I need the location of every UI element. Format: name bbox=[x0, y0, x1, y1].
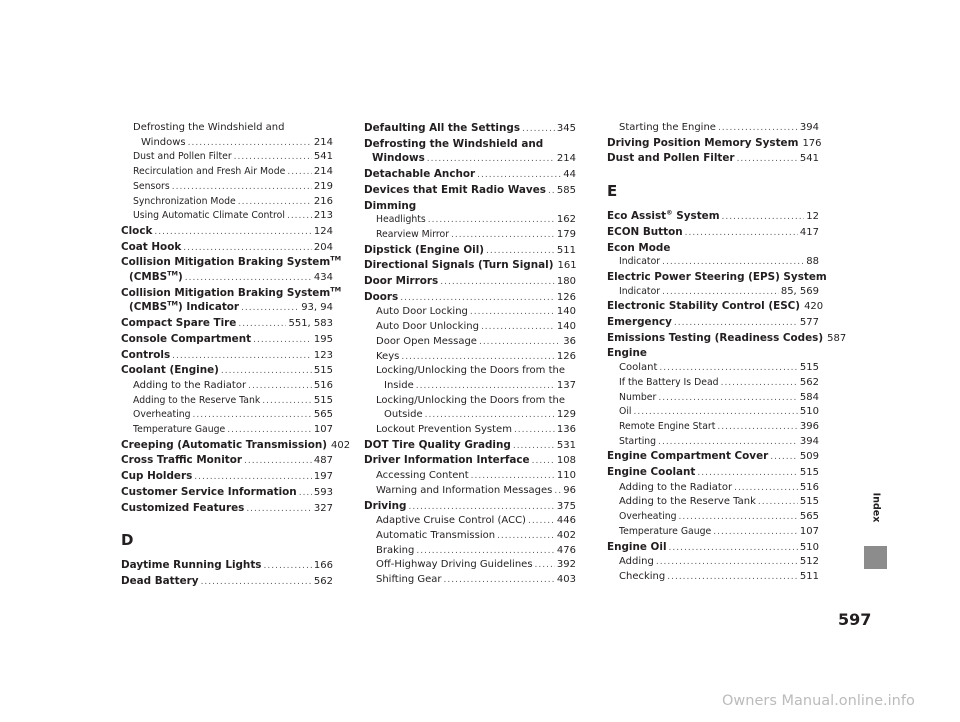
page-ref[interactable]: 402 bbox=[331, 439, 351, 451]
index-entry: Auto Door Locking ..... 140 bbox=[364, 305, 576, 320]
page-ref[interactable]: 510 bbox=[799, 541, 819, 553]
page-ref[interactable]: 396 bbox=[799, 420, 819, 432]
page-ref[interactable]: 93, 94 bbox=[301, 302, 333, 314]
page-ref[interactable]: 587 bbox=[827, 332, 847, 344]
page-ref[interactable]: 180 bbox=[556, 276, 576, 288]
index-entry: Synchronization Mode ..... 216 bbox=[121, 195, 333, 210]
page-ref[interactable]: 129 bbox=[556, 409, 576, 421]
index-column-3 bbox=[607, 121, 847, 585]
index-entry: Overheating ..... 565 bbox=[121, 408, 333, 423]
page-ref[interactable]: 420 bbox=[804, 301, 824, 313]
page-ref[interactable]: 107 bbox=[313, 424, 333, 436]
page-ref[interactable]: 510 bbox=[799, 406, 819, 418]
index-entry: Daytime Running Lights ..... 166 bbox=[121, 558, 333, 574]
page-ref[interactable]: 137 bbox=[556, 379, 576, 391]
page-ref[interactable]: 394 bbox=[799, 122, 819, 133]
page-ref[interactable]: 562 bbox=[799, 376, 819, 388]
index-entry: Checking ..... 511 bbox=[607, 570, 819, 585]
index-entry: Defaulting All the Settings ..... 345 bbox=[364, 121, 576, 137]
page-ref[interactable]: 140 bbox=[556, 321, 576, 333]
index-entry: Temperature Gauge ..... 107 bbox=[607, 525, 819, 540]
index-entry: Collision Mitigation Braking System™ (CMBS™) ..... 434 bbox=[121, 255, 333, 285]
page-ref[interactable]: 36 bbox=[563, 335, 576, 347]
index-entry: Temperature Gauge ..... 107 bbox=[121, 423, 333, 438]
page-ref[interactable]: 434 bbox=[313, 272, 333, 284]
page-ref[interactable]: 394 bbox=[799, 435, 819, 447]
index-entry: Dimming bbox=[364, 199, 417, 212]
page-ref[interactable]: 44 bbox=[563, 169, 576, 181]
index-entry: ECON Button ..... 417 bbox=[607, 225, 819, 241]
page-ref[interactable]: 541 bbox=[799, 153, 819, 165]
index-entry: Door Open Message ..... 36 bbox=[364, 335, 576, 350]
page-ref[interactable]: 126 bbox=[556, 350, 576, 362]
index-entry: Starting the Engine ..... 394 bbox=[607, 121, 819, 136]
index-entry: Sensors ..... 219 bbox=[121, 180, 333, 195]
index-entry: Using Automatic Climate Control ..... 213 bbox=[121, 209, 333, 224]
index-entry: Clock ..... 124 bbox=[121, 224, 333, 240]
page-ref[interactable]: 213 bbox=[313, 210, 333, 222]
index-entry: Dust and Pollen Filter ..... 541 bbox=[607, 151, 819, 167]
index-entry: Console Compartment ..... 195 bbox=[121, 332, 333, 348]
page-ref[interactable]: 476 bbox=[556, 544, 576, 556]
index-entry: Econ Mode bbox=[607, 241, 671, 254]
index-entry: Warning and Information Messages ..... 96 bbox=[364, 484, 576, 499]
page-ref[interactable]: 584 bbox=[799, 391, 819, 403]
index-entry: Engine Compartment Cover ..... 509 bbox=[607, 449, 819, 465]
index-entry: Adding to the Radiator ..... 516 bbox=[607, 481, 819, 496]
index-entry: Cross Traffic Monitor ..... 487 bbox=[121, 453, 333, 469]
index-entry: Driver Information Interface ..... 108 bbox=[364, 453, 576, 469]
index-entry: Customer Service Information ..... 593 bbox=[121, 485, 333, 501]
index-entry: Number ..... 584 bbox=[607, 391, 819, 406]
index-entry: Accessing Content ..... 110 bbox=[364, 469, 576, 484]
page-ref[interactable]: 161 bbox=[557, 260, 577, 272]
page-ref[interactable]: 516 bbox=[313, 379, 333, 391]
index-entry: Indicator ..... 88 bbox=[607, 255, 819, 270]
page-ref[interactable]: 577 bbox=[799, 317, 819, 329]
index-entry: Engine Oil ..... 510 bbox=[607, 540, 819, 556]
page-ref[interactable]: 214 bbox=[313, 166, 333, 178]
page-ref[interactable]: 85, 569 bbox=[780, 285, 819, 297]
index-entry: Coolant (Engine) ..... 515 bbox=[121, 363, 333, 379]
page-ref[interactable]: 166 bbox=[313, 560, 333, 572]
page-ref[interactable]: 512 bbox=[799, 556, 819, 568]
page-ref[interactable]: 327 bbox=[313, 502, 333, 514]
index-entry: Directional Signals (Turn Signal) 161 bbox=[364, 258, 576, 274]
index-entry: Remote Engine Start ..... 396 bbox=[607, 420, 819, 435]
index-entry: Cup Holders ..... 197 bbox=[121, 469, 333, 485]
page-ref[interactable]: 515 bbox=[799, 496, 819, 508]
page-ref[interactable]: 204 bbox=[313, 241, 333, 253]
index-entry: Overheating ..... 565 bbox=[607, 510, 819, 525]
page-ref[interactable]: 487 bbox=[313, 455, 333, 467]
index-entry: Creeping (Automatic Transmission) 402 bbox=[121, 438, 333, 454]
page-ref[interactable]: 96 bbox=[563, 484, 576, 496]
index-column-1 bbox=[121, 121, 351, 590]
page-ref[interactable]: 216 bbox=[313, 195, 333, 207]
page-ref[interactable]: 417 bbox=[799, 226, 819, 238]
page-ref[interactable]: 140 bbox=[556, 306, 576, 318]
index-entry: Starting ..... 394 bbox=[607, 435, 819, 450]
index-entry: Defrosting the Windshield and Windows ..... 214 bbox=[364, 137, 576, 167]
index-entry: Eco Assist® System ..... 12 bbox=[607, 209, 819, 225]
page-ref[interactable]: 345 bbox=[556, 123, 576, 134]
page-ref[interactable]: 593 bbox=[313, 486, 333, 498]
page-ref[interactable]: 214 bbox=[556, 153, 576, 165]
page-ref[interactable]: 511 bbox=[799, 570, 819, 582]
page-ref[interactable]: 214 bbox=[313, 136, 333, 148]
page-ref[interactable]: 565 bbox=[799, 511, 819, 523]
page-ref[interactable]: 511 bbox=[556, 244, 576, 256]
index-entry: Doors ..... 126 bbox=[364, 290, 576, 306]
index-entry: Braking ..... 476 bbox=[364, 544, 576, 559]
index-entry: Defrosting the Windshield and Windows ..... 214 bbox=[121, 121, 333, 150]
index-entry: Headlights ..... 162 bbox=[364, 213, 576, 228]
index-entry: Dead Battery ..... 562 bbox=[121, 574, 333, 590]
page-ref[interactable]: 541 bbox=[313, 151, 333, 163]
index-entry: Electric Power Steering (EPS) System bbox=[607, 270, 827, 283]
index-entry: Adding to the Reserve Tank ..... 515 bbox=[121, 394, 333, 409]
page-ref[interactable]: 12 bbox=[806, 211, 819, 223]
section-letter-e: E bbox=[607, 182, 618, 201]
index-entry: If the Battery Is Dead ..... 562 bbox=[607, 376, 819, 391]
index-side-tab-marker bbox=[864, 546, 887, 569]
index-entry: Dipstick (Engine Oil) ..... 511 bbox=[364, 243, 576, 259]
page-ref[interactable]: 107 bbox=[799, 525, 819, 537]
index-entry: Indicator ..... 85, 569 bbox=[607, 285, 819, 300]
index-entry: Detachable Anchor ..... 44 bbox=[364, 167, 576, 183]
page-ref[interactable]: 136 bbox=[556, 424, 576, 436]
page-ref[interactable]: 516 bbox=[799, 481, 819, 493]
index-entry: Locking/Unlocking the Doors from the Inside ..... 137 bbox=[364, 364, 576, 393]
page-ref[interactable]: 403 bbox=[556, 574, 576, 586]
index-entry: Adding to the Radiator ..... 516 bbox=[121, 379, 333, 394]
index-entry: Engine bbox=[607, 347, 647, 360]
index-entry: Devices that Emit Radio Waves ..... 585 bbox=[364, 183, 576, 199]
index-entry: Compact Spare Tire ..... 551, 583 bbox=[121, 316, 333, 332]
index-entry: Recirculation and Fresh Air Mode ..... 214 bbox=[121, 165, 333, 180]
index-entry: Rearview Mirror ..... 179 bbox=[364, 228, 576, 243]
page-ref[interactable]: 197 bbox=[313, 471, 333, 483]
page-ref[interactable]: 108 bbox=[556, 455, 576, 467]
page-ref[interactable]: 123 bbox=[313, 349, 333, 361]
page-ref[interactable]: 515 bbox=[799, 467, 819, 479]
index-entry: Off-Highway Driving Guidelines ..... 392 bbox=[364, 558, 576, 573]
index-entry: Adding to the Reserve Tank ..... 515 bbox=[607, 495, 819, 510]
index-entry: Shifting Gear ..... 403 bbox=[364, 573, 576, 588]
index-entry: Keys ..... 126 bbox=[364, 350, 576, 365]
index-entry: Emergency ..... 577 bbox=[607, 315, 819, 331]
index-entry: Coat Hook ..... 204 bbox=[121, 240, 333, 256]
index-entry: Automatic Transmission ..... 402 bbox=[364, 529, 576, 544]
index-entry: Collision Mitigation Braking System™ (CMBS™) Indicator ..... 93, 94 bbox=[121, 286, 333, 316]
page-ref[interactable]: 565 bbox=[313, 409, 333, 421]
index-entry: Controls ..... 123 bbox=[121, 348, 333, 364]
index-entry: Adding ..... 512 bbox=[607, 555, 819, 570]
page-ref[interactable]: 176 bbox=[802, 137, 822, 149]
page-ref[interactable]: 88 bbox=[806, 256, 819, 268]
index-entry: Engine Coolant ..... 515 bbox=[607, 465, 819, 481]
index-entry: Oil ..... 510 bbox=[607, 405, 819, 420]
page-ref[interactable]: 126 bbox=[556, 291, 576, 303]
index-entry: Dust and Pollen Filter ..... 541 bbox=[121, 150, 333, 165]
page-ref[interactable]: 392 bbox=[556, 559, 576, 571]
page-ref[interactable]: 402 bbox=[556, 529, 576, 541]
page-ref[interactable]: 446 bbox=[556, 515, 576, 527]
index-entry: Door Mirrors ..... 180 bbox=[364, 274, 576, 290]
index-entry: Coolant ..... 515 bbox=[607, 361, 819, 376]
index-entry: Locking/Unlocking the Doors from the Outside ..... 129 bbox=[364, 394, 576, 423]
index-entry: Adaptive Cruise Control (ACC) ..... 446 bbox=[364, 514, 576, 529]
page-ref[interactable]: 375 bbox=[556, 500, 576, 512]
page-ref[interactable]: 162 bbox=[556, 214, 576, 226]
page-number: 597 bbox=[838, 610, 872, 629]
index-entry: Lockout Prevention System ..... 136 bbox=[364, 423, 576, 438]
page-ref[interactable]: 110 bbox=[556, 470, 576, 482]
page-ref[interactable]: 509 bbox=[799, 451, 819, 463]
page-ref[interactable]: 585 bbox=[556, 184, 576, 196]
index-entry: Auto Door Unlocking ..... 140 bbox=[364, 320, 576, 335]
page-ref[interactable]: 562 bbox=[313, 575, 333, 587]
index-entry: Driving Position Memory System 176 bbox=[607, 136, 819, 152]
index-entry: Emissions Testing (Readiness Codes) 587 bbox=[607, 331, 819, 347]
section-letter-d: D bbox=[121, 531, 134, 550]
index-entry: Driving ..... 375 bbox=[364, 499, 576, 515]
index-side-tab-label: Index bbox=[870, 492, 882, 522]
page-ref[interactable]: 219 bbox=[313, 180, 333, 192]
page-ref[interactable]: 515 bbox=[799, 362, 819, 374]
index-entry: Electronic Stability Control (ESC) 420 bbox=[607, 299, 819, 315]
page-ref[interactable]: 551, 583 bbox=[288, 318, 333, 330]
watermark: Owners Manual.online.info bbox=[722, 693, 915, 709]
page-ref[interactable]: 515 bbox=[313, 394, 333, 406]
page-ref[interactable]: 195 bbox=[313, 333, 333, 345]
page-ref[interactable]: 531 bbox=[556, 439, 576, 451]
index-entry: DOT Tire Quality Grading ..... 531 bbox=[364, 438, 576, 454]
page-ref[interactable]: 515 bbox=[313, 365, 333, 377]
index-entry: Customized Features ..... 327 bbox=[121, 501, 333, 517]
index-column-2 bbox=[364, 121, 576, 588]
page-ref[interactable]: 124 bbox=[313, 225, 333, 237]
page-ref[interactable]: 179 bbox=[556, 228, 576, 240]
